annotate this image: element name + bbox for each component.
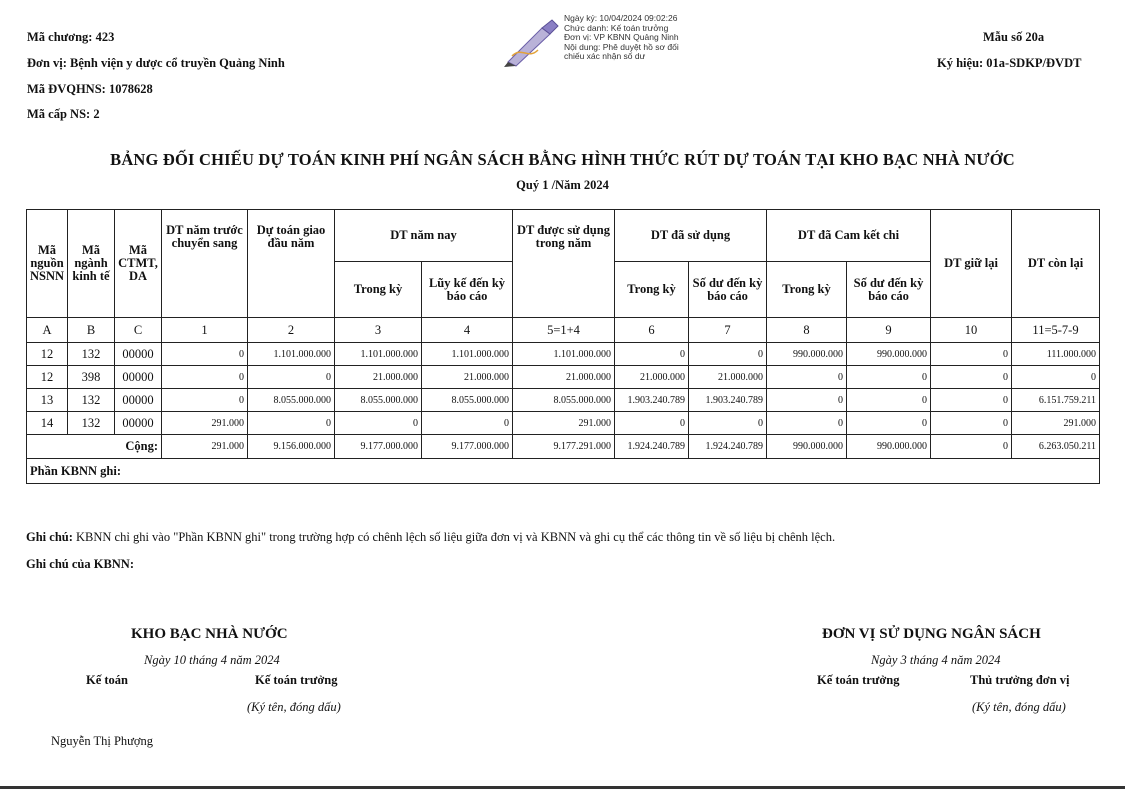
unit-name: Đơn vị: Bệnh viện y dược cổ truyền Quảng Ninh — [27, 56, 285, 70]
table-cell: 0 — [162, 366, 248, 389]
treasury-accountant-role: Kế toán — [86, 673, 129, 687]
table-cell: 291.000 — [513, 412, 615, 435]
treasury-signature-title: KHO BẠC NHÀ NƯỚC — [131, 626, 288, 642]
table-cell: 0 — [1012, 366, 1100, 389]
table-cell: 1.101.000.000 — [422, 343, 513, 366]
col-usable: DT được sử dụng trong năm — [513, 210, 615, 318]
table-cell: 12 — [27, 366, 68, 389]
table-cell: 0 — [335, 412, 422, 435]
col-initial: Dự toán giao đầu năm — [248, 210, 335, 318]
table-cell: 0 — [162, 389, 248, 412]
table-body — [27, 343, 1100, 435]
footnote-label: Ghi chú: — [26, 530, 73, 544]
table-cell: 0 — [248, 412, 335, 435]
table-cell: 0 — [847, 412, 931, 435]
table-cell: 132 — [68, 412, 115, 435]
column-index: A — [27, 318, 68, 343]
treasury-sign-date: Ngày 10 tháng 4 năm 2024 — [144, 653, 280, 667]
footnote-text: KBNN chỉ ghi vào "Phần KBNN ghi" trong trường hợp có chênh lệch số liệu giữa đơn vị và KBNN và ghi cụ thể các thông tin về số liệu bị chênh lệch. — [72, 530, 836, 544]
col-committed-in-period: Trong kỳ — [767, 262, 847, 318]
chapter-code: Mã chương: 423 — [27, 30, 115, 44]
pen-signature-icon — [502, 16, 562, 68]
table-row — [27, 389, 1100, 412]
table-cell: 1.101.000.000 — [248, 343, 335, 366]
col-used-in-period: Trong kỳ — [615, 262, 689, 318]
stamp-line: Đơn vị: VP KBNN Quảng Ninh — [564, 32, 679, 42]
total-row — [27, 435, 1100, 459]
col-in-period: Trong kỳ — [335, 262, 422, 318]
reconciliation-table — [26, 209, 1100, 484]
table-cell: 291.000 — [162, 412, 248, 435]
document-title: BẢNG ĐỐI CHIẾU DỰ TOÁN KINH PHÍ NGÂN SÁCH BẰNG HÌNH THỨC RÚT DỰ TOÁN TẠI KHO BẠC NHÀ NƯỚC — [110, 150, 1015, 169]
form-number: Mẫu số 20a — [983, 30, 1045, 44]
col-ctmt: Mã CTMT, DA — [115, 210, 162, 318]
col-used-balance: Số dư đến kỳ báo cáo — [689, 262, 767, 318]
table-cell: 1.903.240.789 — [689, 389, 767, 412]
column-index: 6 — [615, 318, 689, 343]
table-cell: 21.000.000 — [422, 366, 513, 389]
stamp-line: Chức danh: Kế toán trưởng — [564, 22, 669, 33]
budget-unit-sign-date: Ngày 3 tháng 4 năm 2024 — [871, 653, 1001, 667]
table-cell: 0 — [931, 412, 1012, 435]
total-cell: 9.177.291.000 — [513, 435, 615, 459]
column-index: 3 — [335, 318, 422, 343]
table-cell: 00000 — [115, 343, 162, 366]
document-period: Quý 1 /Năm 2024 — [516, 178, 609, 192]
col-remaining: DT còn lại — [1012, 210, 1100, 318]
table-cell: 21.000.000 — [689, 366, 767, 389]
table-cell: 12 — [27, 343, 68, 366]
table-cell: 990.000.000 — [847, 343, 931, 366]
table-cell: 8.055.000.000 — [513, 389, 615, 412]
column-index: 5=1+4 — [513, 318, 615, 343]
table-cell: 398 — [68, 366, 115, 389]
column-index: 11=5-7-9 — [1012, 318, 1100, 343]
column-index: C — [115, 318, 162, 343]
total-cell: 0 — [931, 435, 1012, 459]
table-cell: 1.101.000.000 — [335, 343, 422, 366]
table-cell: 0 — [931, 343, 1012, 366]
table-cell: 291.000 — [1012, 412, 1100, 435]
column-index: 7 — [689, 318, 767, 343]
stamp-text — [564, 14, 679, 62]
table-cell: 6.151.759.211 — [1012, 389, 1100, 412]
column-index: 4 — [422, 318, 513, 343]
col-prev: DT năm trước chuyển sang — [162, 210, 248, 318]
total-cell: 9.177.000.000 — [422, 435, 513, 459]
table-cell: 1.101.000.000 — [513, 343, 615, 366]
table-cell: 8.055.000.000 — [248, 389, 335, 412]
col-retained: DT giữ lại — [931, 210, 1012, 318]
table-cell: 132 — [68, 343, 115, 366]
table-cell: 14 — [27, 412, 68, 435]
treasury-sign-hint: (Ký tên, đóng dấu) — [247, 700, 341, 714]
total-cell: 9.156.000.000 — [248, 435, 335, 459]
table-cell: 0 — [931, 389, 1012, 412]
table-cell: 0 — [615, 412, 689, 435]
budget-unit-head-role: Thủ trưởng đơn vị — [970, 673, 1070, 687]
table-cell: 0 — [767, 412, 847, 435]
budget-unit-chief-accountant-role: Kế toán trưởng — [817, 673, 900, 687]
table-cell: 8.055.000.000 — [335, 389, 422, 412]
total-cell: 6.263.050.211 — [1012, 435, 1100, 459]
table-cell: 111.000.000 — [1012, 343, 1100, 366]
table-row — [27, 343, 1100, 366]
table-cell: 1.903.240.789 — [615, 389, 689, 412]
table-cell: 0 — [615, 343, 689, 366]
col-used: DT đã sử dụng — [615, 210, 767, 262]
table-cell: 00000 — [115, 389, 162, 412]
col-source: Mã nguồn NSNN — [27, 210, 68, 318]
column-index: B — [68, 318, 115, 343]
col-econ: Mã ngành kinh tế — [68, 210, 115, 318]
treasury-signer-name: Nguyễn Thị Phượng — [51, 734, 154, 748]
total-cell: 990.000.000 — [767, 435, 847, 459]
total-cell: 9.177.000.000 — [335, 435, 422, 459]
total-label: Cộng: — [27, 435, 162, 459]
budget-unit-sign-hint: (Ký tên, đóng dấu) — [972, 700, 1066, 714]
table-cell: 0 — [767, 389, 847, 412]
col-committed-balance: Số dư đến kỳ báo cáo — [847, 262, 931, 318]
table-cell: 0 — [689, 412, 767, 435]
table-cell: 0 — [689, 343, 767, 366]
stamp-line: chiếu xác nhận số dư — [564, 51, 646, 61]
table-cell: 0 — [767, 366, 847, 389]
column-index: 1 — [162, 318, 248, 343]
table-cell: 132 — [68, 389, 115, 412]
column-index: 8 — [767, 318, 847, 343]
total-cell: 1.924.240.789 — [689, 435, 767, 459]
table-cell: 13 — [27, 389, 68, 412]
stamp-line: Ngày ký: 10/04/2024 09:02:26 — [564, 13, 678, 23]
column-index: 2 — [248, 318, 335, 343]
table-cell: 0 — [931, 366, 1012, 389]
footnote — [26, 530, 835, 545]
total-cell: 291.000 — [162, 435, 248, 459]
table-cell: 00000 — [115, 366, 162, 389]
table-row — [27, 412, 1100, 435]
budget-level: Mã cấp NS: 2 — [27, 107, 100, 121]
column-index-row — [27, 318, 1100, 343]
table-cell: 0 — [847, 366, 931, 389]
treasury-chief-accountant-role: Kế toán trưởng — [255, 673, 338, 687]
kbnn-remarks-label: Ghi chú của KBNN: — [26, 557, 135, 571]
table-cell: 0 — [847, 389, 931, 412]
table-cell: 0 — [422, 412, 513, 435]
budget-unit-signature-title: ĐƠN VỊ SỬ DỤNG NGÂN SÁCH — [822, 626, 1041, 642]
table-cell: 0 — [162, 343, 248, 366]
column-index: 9 — [847, 318, 931, 343]
table-cell: 21.000.000 — [615, 366, 689, 389]
unit-code: Mã ĐVQHNS: 1078628 — [27, 82, 153, 96]
total-cell: 990.000.000 — [847, 435, 931, 459]
column-index: 10 — [931, 318, 1012, 343]
table-row — [27, 366, 1100, 389]
form-symbol: Ký hiệu: 01a-SDKP/ĐVDT — [937, 56, 1082, 70]
kbnn-note-label: Phần KBNN ghi: — [27, 459, 1100, 484]
table-cell: 8.055.000.000 — [422, 389, 513, 412]
total-cell: 1.924.240.789 — [615, 435, 689, 459]
page-bottom-edge — [0, 786, 1125, 789]
table-cell: 0 — [248, 366, 335, 389]
col-current-year: DT năm nay — [335, 210, 513, 262]
digital-signature-stamp — [500, 14, 710, 70]
table-cell: 00000 — [115, 412, 162, 435]
kbnn-note-row — [27, 459, 1100, 484]
col-committed: DT đã Cam kết chi — [767, 210, 931, 262]
table-cell: 990.000.000 — [767, 343, 847, 366]
col-cumulative: Lũy kế đến kỳ báo cáo — [422, 262, 513, 318]
stamp-line: Nội dung: Phê duyệt hồ sơ đối — [564, 41, 679, 52]
table-cell: 21.000.000 — [335, 366, 422, 389]
table-cell: 21.000.000 — [513, 366, 615, 389]
